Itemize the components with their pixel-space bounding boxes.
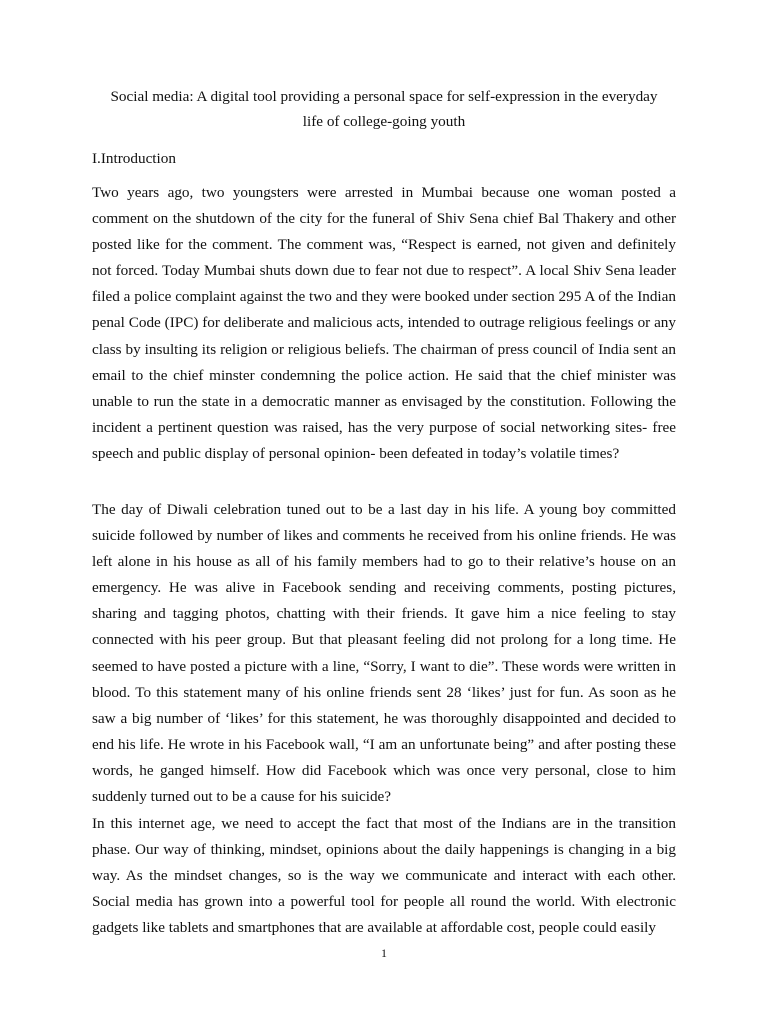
body-paragraph-3: In this internet age, we need to accept the fact that most of the Indians are in the transition phase. Our way of thinking, mindset, opinions about the daily happenings is changing in a big way. As the mindset changes, so is the way we communicate and interact with each other. Social media has grown into a powerful tool for people all round the world. With electronic gadgets like tablets and smartphones that are available at affordable cost, people could easily xyxy=(92,815,676,937)
paper-title xyxy=(92,84,676,134)
page-number: 1 xyxy=(381,946,387,960)
paper-title-line-1: Social media: A digital tool providing a personal space for self-expression in the everyday xyxy=(110,88,658,105)
section-heading: I.Introduction xyxy=(92,150,176,167)
body-paragraph-1: Two years ago, two youngsters were arrested in Mumbai because one woman posted a comment on the shutdown of the city for the funeral of Shiv Sena chief Bal Thakery and other posted like for the comment. The comment was, “Respect is earned, not given and definitely not forced. Today Mumbai shuts down due to fear not due to respect”. A local Shiv Sena leader filed a police complaint against the two and they were booked under section 295 A of the Indian penal Code (IPC) for deliberate and malicious acts, intended to outrage religious feelings or any class by insulting its religion or religious beliefs. The chairman of press council of India sent an email to the chief minster condemning the police action. He said that the chief minister was unable to run the state in a democratic manner as envisaged by the constitution. Following the incident a pertinent question was raised, has the very purpose of social networking sites- free speech and public display of personal opinion- been defeated in today’s volatile times? xyxy=(92,184,676,462)
paper-title-line-2: life of college-going youth xyxy=(302,113,466,130)
body-paragraph-2: The day of Diwali celebration tuned out to be a last day in his life. A young boy committed suicide followed by number of likes and comments he received from his online friends. He was left alone in his house as all of his family members had to go to their relative’s house on an emergency. He was alive in Facebook sending and receiving comments, posting pictures, sharing and tagging photos, chatting with their friends. It gave him a nice feeling to stay connected with his peer group. But that pleasant feeling did not prolong for a long time. He seemed to have posted a picture with a line, “Sorry, I want to die”. These words were written in blood. To this statement many of his online friends sent 28 ‘likes’ just for fun. As soon as he saw a big number of ‘likes’ for this statement, he was thoroughly disappointed and decided to end his life. He wrote in his Facebook wall, “I am an unfortunate being” and after posting these words, he ganged himself. How did Facebook which was once very personal, close to him suddenly turned out to be a cause for his suicide? xyxy=(92,501,676,806)
